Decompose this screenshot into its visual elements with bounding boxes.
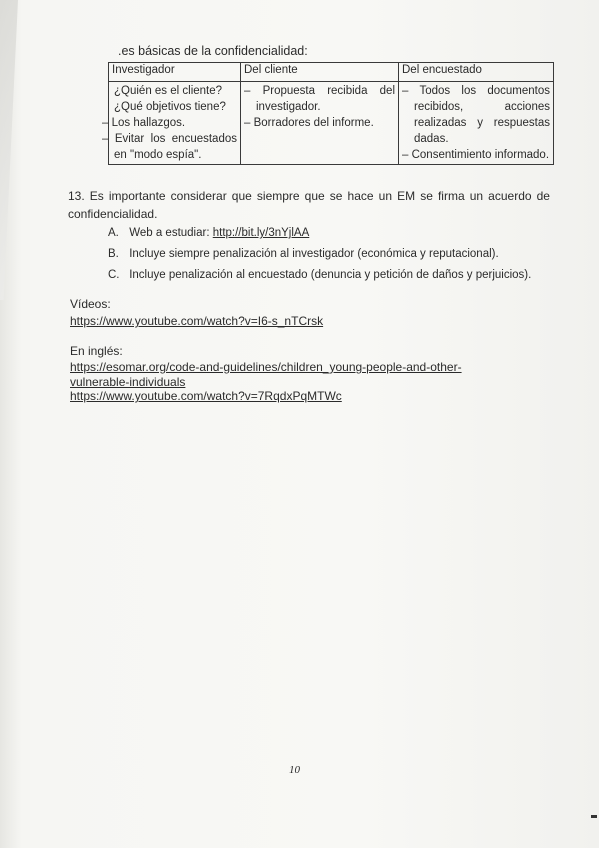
option-letter: C. <box>108 269 120 281</box>
list-item: ¿Qué objetivos tiene? <box>114 101 226 113</box>
header-cliente: Del cliente <box>241 63 399 82</box>
question-13 <box>68 187 550 223</box>
option-text: Web a estudiar: <box>129 227 213 239</box>
option-c <box>108 265 531 286</box>
list-item: – Consentimiento informado. <box>402 149 550 161</box>
list-item: – Todos los documentos recibidos, acciones realizadas y respuestas dadas. <box>402 85 550 145</box>
option-letter: B. <box>108 248 119 260</box>
list-item: ¿Quién es el cliente? <box>114 85 223 97</box>
video-link[interactable]: https://www.youtube.com/watch?v=I6-s_nTCrsk <box>70 314 324 328</box>
question-text: Es importante considerar que siempre que se hace un EM se firma un acuerdo de confidencialidad. <box>68 189 550 221</box>
section-heading: .es básicas de la confidencialidad: <box>118 44 308 58</box>
table-row <box>109 82 554 165</box>
option-a <box>108 223 531 244</box>
table-header-row <box>109 63 554 82</box>
scan-mark <box>591 815 597 818</box>
list-item: – Los hallazgos. <box>102 117 186 129</box>
question-number: 13. <box>68 189 85 203</box>
youtube-link[interactable]: https://www.youtube.com/watch?v=7RqdxPqMTWc <box>70 389 342 403</box>
cell-investigador <box>102 82 241 165</box>
confidentiality-table <box>102 62 554 165</box>
videos-label: Vídeos: <box>70 297 111 311</box>
list-item: – Borradores del informe. <box>244 117 374 129</box>
list-item: – Evitar los encuestados en "modo espía". <box>102 133 237 161</box>
english-label: En inglés: <box>70 344 123 358</box>
option-text: Incluye penalización al encuestado (denuncia y petición de daños y perjuicios). <box>129 269 532 281</box>
header-investigador: Investigador <box>109 63 241 82</box>
cell-encuestado <box>399 82 554 165</box>
esomar-link[interactable]: https://esomar.org/code-and-guidelines/children_young-people-and-other-vulnerable-individuals <box>70 360 462 389</box>
option-b <box>108 244 531 265</box>
option-text: Incluye siempre penalización al investigador (económica y reputacional). <box>129 248 499 260</box>
page-number: 10 <box>289 764 300 776</box>
cell-cliente <box>241 82 399 165</box>
option-a-link[interactable]: http://bit.ly/3nYjlAA <box>212 227 310 239</box>
page-fold-shadow <box>0 0 18 300</box>
header-encuestado: Del encuestado <box>399 63 554 82</box>
answer-options <box>108 223 531 286</box>
option-letter: A. <box>108 227 119 239</box>
list-item: – Propuesta recibida del investigador. <box>244 85 396 113</box>
